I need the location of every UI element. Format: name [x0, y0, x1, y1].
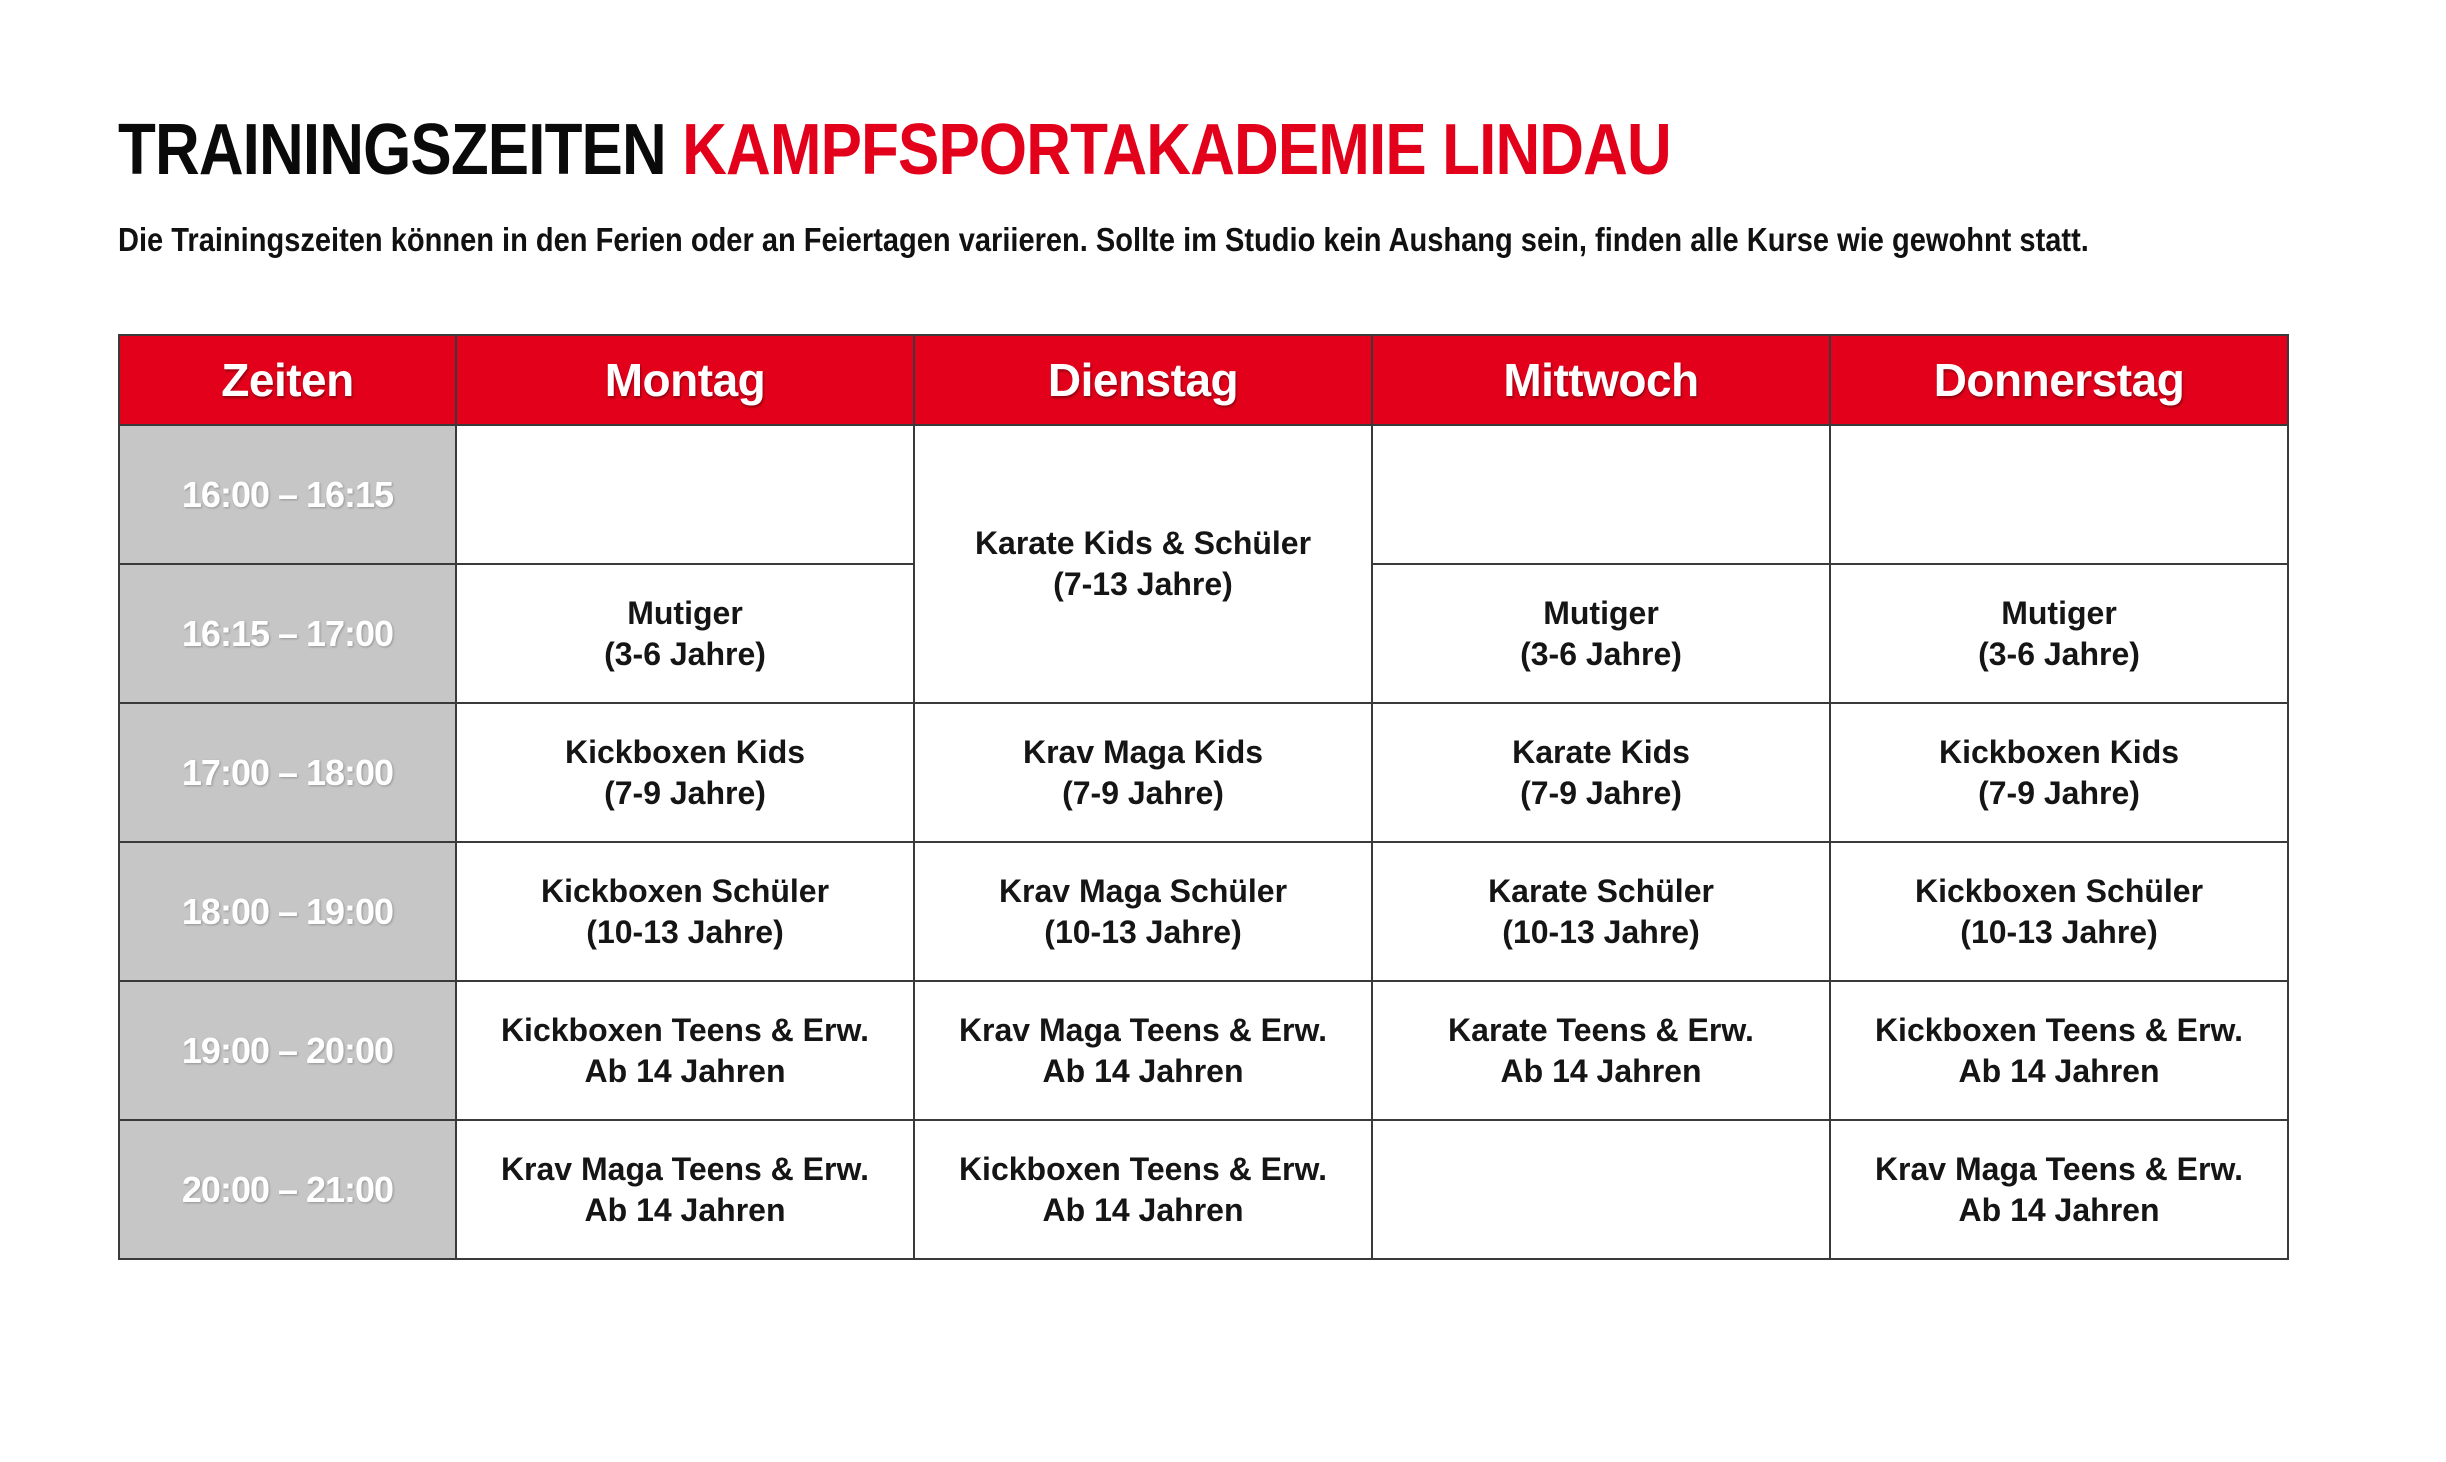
- page-title-part-1: TRAININGSZEITEN: [118, 110, 666, 190]
- class-age: (7-9 Jahre): [1520, 774, 1682, 811]
- class-age: Ab 14 Jahren: [1042, 1191, 1244, 1228]
- class-name: Kickboxen Schüler: [1914, 872, 2204, 909]
- class-age: Ab 14 Jahren: [1042, 1052, 1244, 1089]
- class-cell-mittwoch: [1372, 425, 1830, 564]
- header-montag: Montag: [456, 335, 914, 425]
- time-cell: 16:00 – 16:15: [119, 425, 456, 564]
- class-age: (10-13 Jahre): [1960, 913, 2158, 950]
- class-cell-dienstag-merged: [914, 425, 1372, 703]
- class-age: (7-9 Jahre): [1062, 774, 1224, 811]
- class-age: (10-13 Jahre): [1044, 913, 1242, 950]
- class-cell-donnerstag: [1830, 842, 2288, 981]
- time-cell: 18:00 – 19:00: [119, 842, 456, 981]
- class-name: Kickboxen Teens & Erw.: [500, 1011, 870, 1048]
- class-cell-dienstag: [914, 981, 1372, 1120]
- table-row: [119, 981, 2288, 1120]
- class-cell-mittwoch: [1372, 981, 1830, 1120]
- time-cell: 17:00 – 18:00: [119, 703, 456, 842]
- class-cell-mittwoch: [1372, 1120, 1830, 1259]
- class-cell-montag: [456, 564, 914, 703]
- table-row: [119, 425, 2288, 564]
- class-name: Karate Schüler: [1488, 872, 1714, 909]
- class-cell-montag: [456, 703, 914, 842]
- class-name: Kickboxen Kids: [1938, 733, 2180, 770]
- class-name: Kickboxen Kids: [564, 733, 806, 770]
- class-age: Ab 14 Jahren: [584, 1191, 786, 1228]
- class-cell-donnerstag: [1830, 425, 2288, 564]
- header-zeiten: Zeiten: [119, 335, 456, 425]
- class-age: (10-13 Jahre): [586, 913, 784, 950]
- class-name: Krav Maga Teens & Erw.: [500, 1150, 870, 1187]
- class-name: Kickboxen Teens & Erw.: [958, 1150, 1328, 1187]
- table-row: [119, 1120, 2288, 1259]
- header-donnerstag: Donnerstag: [1830, 335, 2288, 425]
- header-dienstag: Dienstag: [914, 335, 1372, 425]
- table-row: [119, 842, 2288, 981]
- class-cell-montag: [456, 1120, 914, 1259]
- class-age: (3-6 Jahre): [1978, 635, 2140, 672]
- page-title: [118, 100, 1671, 200]
- class-age: Ab 14 Jahren: [1500, 1052, 1702, 1089]
- header-row: [119, 335, 2288, 425]
- class-cell-montag: [456, 425, 914, 564]
- class-cell-donnerstag: [1830, 981, 2288, 1120]
- class-name: Karate Kids & Schüler: [974, 525, 1312, 561]
- class-cell-donnerstag: [1830, 1120, 2288, 1259]
- time-cell: 19:00 – 20:00: [119, 981, 456, 1120]
- class-cell-dienstag: [914, 1120, 1372, 1259]
- class-name: Kickboxen Schüler: [540, 872, 830, 909]
- class-cell-donnerstag: [1830, 703, 2288, 842]
- class-age: Ab 14 Jahren: [1958, 1191, 2160, 1228]
- class-name: Krav Maga Kids: [1022, 733, 1264, 770]
- page-subtitle: Die Trainingszeiten können in den Ferien oder an Feiertagen variieren. Sollte im Studio kein Aushang sein, finden alle Kurse wie gewohnt statt.: [118, 221, 2089, 258]
- class-age: Ab 14 Jahren: [584, 1052, 786, 1089]
- class-cell-dienstag: [914, 842, 1372, 981]
- class-age: (10-13 Jahre): [1502, 913, 1700, 950]
- class-name: Mutiger: [627, 594, 743, 631]
- class-cell-mittwoch: [1372, 703, 1830, 842]
- class-age: (3-6 Jahre): [1520, 635, 1682, 672]
- class-name: Karate Kids: [1512, 733, 1690, 770]
- class-age: (7-9 Jahre): [1978, 774, 2140, 811]
- page-title-part-2: KAMPFSPORTAKADEMIE LINDAU: [682, 110, 1671, 190]
- time-cell: 20:00 – 21:00: [119, 1120, 456, 1259]
- class-name: Krav Maga Schüler: [998, 872, 1288, 909]
- table-row: [119, 703, 2288, 842]
- class-cell-mittwoch: [1372, 564, 1830, 703]
- class-age: (7-13 Jahre): [1053, 566, 1233, 602]
- class-cell-montag: [456, 981, 914, 1120]
- class-cell-montag: [456, 842, 914, 981]
- schedule-table: [118, 334, 2289, 1260]
- class-age: Ab 14 Jahren: [1958, 1052, 2160, 1089]
- class-name: Kickboxen Teens & Erw.: [1874, 1011, 2244, 1048]
- class-name: Krav Maga Teens & Erw.: [958, 1011, 1328, 1048]
- header-mittwoch: Mittwoch: [1372, 335, 1830, 425]
- time-cell: 16:15 – 17:00: [119, 564, 456, 703]
- class-age: (7-9 Jahre): [604, 774, 766, 811]
- class-name: Mutiger: [1543, 594, 1659, 631]
- class-cell-donnerstag: [1830, 564, 2288, 703]
- class-name: Mutiger: [2001, 594, 2117, 631]
- class-cell-dienstag: [914, 703, 1372, 842]
- class-cell-mittwoch: [1372, 842, 1830, 981]
- class-age: (3-6 Jahre): [604, 635, 766, 672]
- class-name: Karate Teens & Erw.: [1448, 1011, 1754, 1048]
- class-name: Krav Maga Teens & Erw.: [1874, 1150, 2244, 1187]
